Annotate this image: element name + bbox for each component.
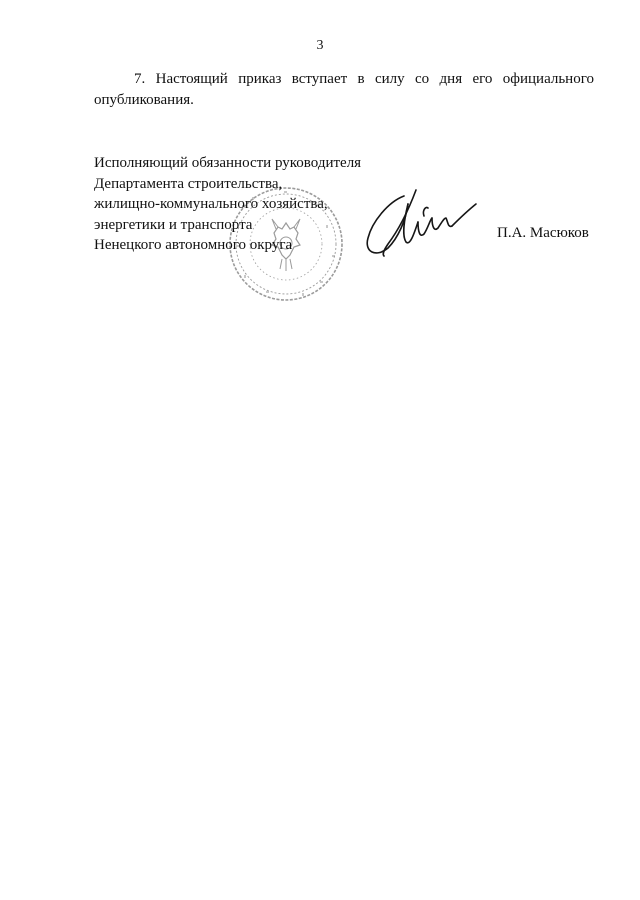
signature-position-block [94, 153, 361, 256]
position-line-3: жилищно-коммунального хозяйства, [94, 196, 328, 212]
position-line-1: Исполняющий обязанности руководителя [94, 155, 362, 171]
position-line-4: энергетики и транспорта [94, 216, 253, 233]
handwritten-signature [358, 182, 488, 264]
position-line-2: Департамента строительства, [94, 175, 283, 192]
page-number: 3 [316, 38, 324, 53]
paragraph-7: 7. Настоящий приказ вступает в силу со дня его официального опубликования. [94, 71, 594, 108]
position-line-5: Ненецкого автономного округа [94, 237, 293, 253]
signer-name: П.А. Масюков [497, 225, 589, 241]
